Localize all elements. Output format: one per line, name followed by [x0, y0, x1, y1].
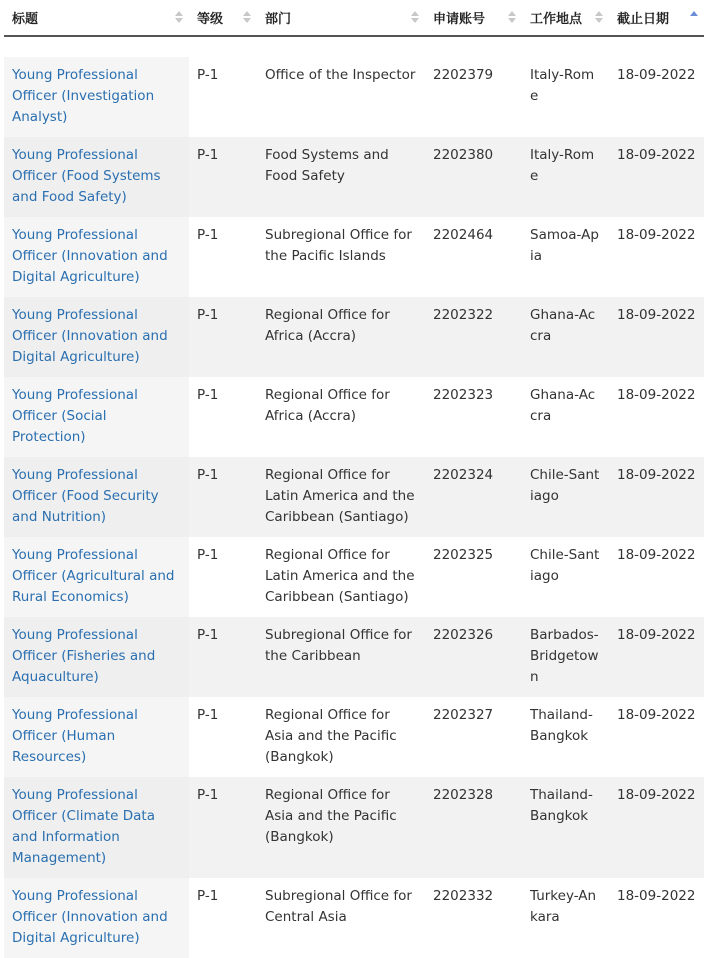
column-header-location[interactable]: 工作地点: [522, 0, 609, 36]
location-cell: Chile-Santiago: [522, 457, 609, 537]
grade-cell: P-1: [189, 878, 257, 958]
sort-icon[interactable]: [595, 11, 603, 25]
grade-cell: P-1: [189, 617, 257, 697]
column-header-application-id[interactable]: 申请账号: [425, 0, 522, 36]
location-cell: Barbados-Bridgetown: [522, 617, 609, 697]
job-title-link[interactable]: Young Professional Officer (Agricultural and Rural Economics): [12, 547, 175, 605]
table-header-row: [4, 0, 704, 36]
department-cell: Subregional Office for the Caribbean: [257, 617, 425, 697]
grade-cell: P-1: [189, 217, 257, 297]
job-title-link[interactable]: Young Professional Officer (Food Systems and Food Safety): [12, 147, 161, 205]
grade-cell: P-1: [189, 377, 257, 457]
job-title-link[interactable]: Young Professional Officer (Innovation and Digital Agriculture): [12, 307, 168, 365]
department-cell: Subregional Office for the Pacific Islands: [257, 217, 425, 297]
table-row: [4, 617, 704, 697]
table-row: [4, 697, 704, 777]
title-cell[interactable]: [4, 377, 189, 457]
department-cell: Regional Office for Africa (Accra): [257, 297, 425, 377]
header-spacer: [4, 36, 704, 57]
department-cell: Regional Office for Asia and the Pacific (Bangkok): [257, 697, 425, 777]
location-cell: Thailand-Bangkok: [522, 697, 609, 777]
deadline-cell: 18-09-2022: [609, 137, 704, 217]
title-cell[interactable]: [4, 137, 189, 217]
location-cell: Ghana-Accra: [522, 377, 609, 457]
application-id-cell: 2202323: [425, 377, 522, 457]
grade-cell: P-1: [189, 457, 257, 537]
deadline-cell: 18-09-2022: [609, 457, 704, 537]
application-id-cell: 2202322: [425, 297, 522, 377]
location-cell: Thailand-Bangkok: [522, 777, 609, 878]
deadline-cell: 18-09-2022: [609, 57, 704, 137]
application-id-cell: 2202324: [425, 457, 522, 537]
title-cell[interactable]: [4, 697, 189, 777]
title-cell[interactable]: [4, 57, 189, 137]
jobs-table: [4, 0, 704, 958]
sort-icon[interactable]: [243, 11, 251, 25]
sort-ascending-icon[interactable]: [690, 11, 698, 25]
title-cell[interactable]: [4, 878, 189, 958]
table-row: [4, 217, 704, 297]
department-cell: Regional Office for Latin America and the Caribbean (Santiago): [257, 457, 425, 537]
location-cell: Chile-Santiago: [522, 537, 609, 617]
job-title-link[interactable]: Young Professional Officer (Climate Data and Information Management): [12, 787, 155, 866]
table-row: [4, 457, 704, 537]
title-cell[interactable]: [4, 537, 189, 617]
title-cell[interactable]: [4, 457, 189, 537]
table-row: [4, 137, 704, 217]
job-title-link[interactable]: Young Professional Officer (Investigation Analyst): [12, 67, 155, 125]
location-cell: Italy-Rome: [522, 137, 609, 217]
sort-icon[interactable]: [411, 11, 419, 25]
application-id-cell: 2202325: [425, 537, 522, 617]
department-cell: Office of the Inspector: [257, 57, 425, 137]
grade-cell: P-1: [189, 57, 257, 137]
grade-cell: P-1: [189, 297, 257, 377]
table-row: [4, 57, 704, 137]
job-title-link[interactable]: Young Professional Officer (Human Resources): [12, 707, 138, 765]
grade-cell: P-1: [189, 777, 257, 878]
application-id-cell: 2202328: [425, 777, 522, 878]
title-cell[interactable]: [4, 217, 189, 297]
title-cell[interactable]: [4, 297, 189, 377]
grade-cell: P-1: [189, 137, 257, 217]
sort-icon[interactable]: [508, 11, 516, 25]
location-cell: Samoa-Apia: [522, 217, 609, 297]
column-header-deadline[interactable]: 截止日期: [609, 0, 704, 36]
department-cell: Regional Office for Asia and the Pacific (Bangkok): [257, 777, 425, 878]
job-title-link[interactable]: Young Professional Officer (Fisheries and Aquaculture): [12, 627, 156, 685]
department-cell: Subregional Office for Central Asia: [257, 878, 425, 958]
sort-icon[interactable]: [175, 11, 183, 25]
application-id-cell: 2202332: [425, 878, 522, 958]
application-id-cell: 2202326: [425, 617, 522, 697]
application-id-cell: 2202464: [425, 217, 522, 297]
deadline-cell: 18-09-2022: [609, 217, 704, 297]
job-title-link[interactable]: Young Professional Officer (Innovation and Digital Agriculture): [12, 227, 168, 285]
title-cell[interactable]: [4, 777, 189, 878]
table-row: [4, 377, 704, 457]
department-cell: Food Systems and Food Safety: [257, 137, 425, 217]
location-cell: Turkey-Ankara: [522, 878, 609, 958]
table-row: [4, 777, 704, 878]
deadline-cell: 18-09-2022: [609, 878, 704, 958]
job-title-link[interactable]: Young Professional Officer (Food Security and Nutrition): [12, 467, 159, 525]
grade-cell: P-1: [189, 697, 257, 777]
title-cell[interactable]: [4, 617, 189, 697]
deadline-cell: 18-09-2022: [609, 297, 704, 377]
location-cell: Ghana-Accra: [522, 297, 609, 377]
job-title-link[interactable]: Young Professional Officer (Social Protection): [12, 387, 138, 445]
job-title-link[interactable]: Young Professional Officer (Innovation and Digital Agriculture): [12, 888, 168, 946]
table-row: [4, 297, 704, 377]
column-header-department[interactable]: 部门: [257, 0, 425, 36]
application-id-cell: 2202380: [425, 137, 522, 217]
deadline-cell: 18-09-2022: [609, 377, 704, 457]
application-id-cell: 2202379: [425, 57, 522, 137]
deadline-cell: 18-09-2022: [609, 617, 704, 697]
table-row: [4, 537, 704, 617]
table-row: [4, 878, 704, 958]
department-cell: Regional Office for Latin America and the Caribbean (Santiago): [257, 537, 425, 617]
location-cell: Italy-Rome: [522, 57, 609, 137]
jobs-table-container: [4, 0, 704, 958]
grade-cell: P-1: [189, 537, 257, 617]
application-id-cell: 2202327: [425, 697, 522, 777]
deadline-cell: 18-09-2022: [609, 697, 704, 777]
department-cell: Regional Office for Africa (Accra): [257, 377, 425, 457]
column-header-grade[interactable]: 等级: [189, 0, 257, 36]
deadline-cell: 18-09-2022: [609, 777, 704, 878]
column-header-title[interactable]: 标题: [4, 0, 189, 36]
deadline-cell: 18-09-2022: [609, 537, 704, 617]
